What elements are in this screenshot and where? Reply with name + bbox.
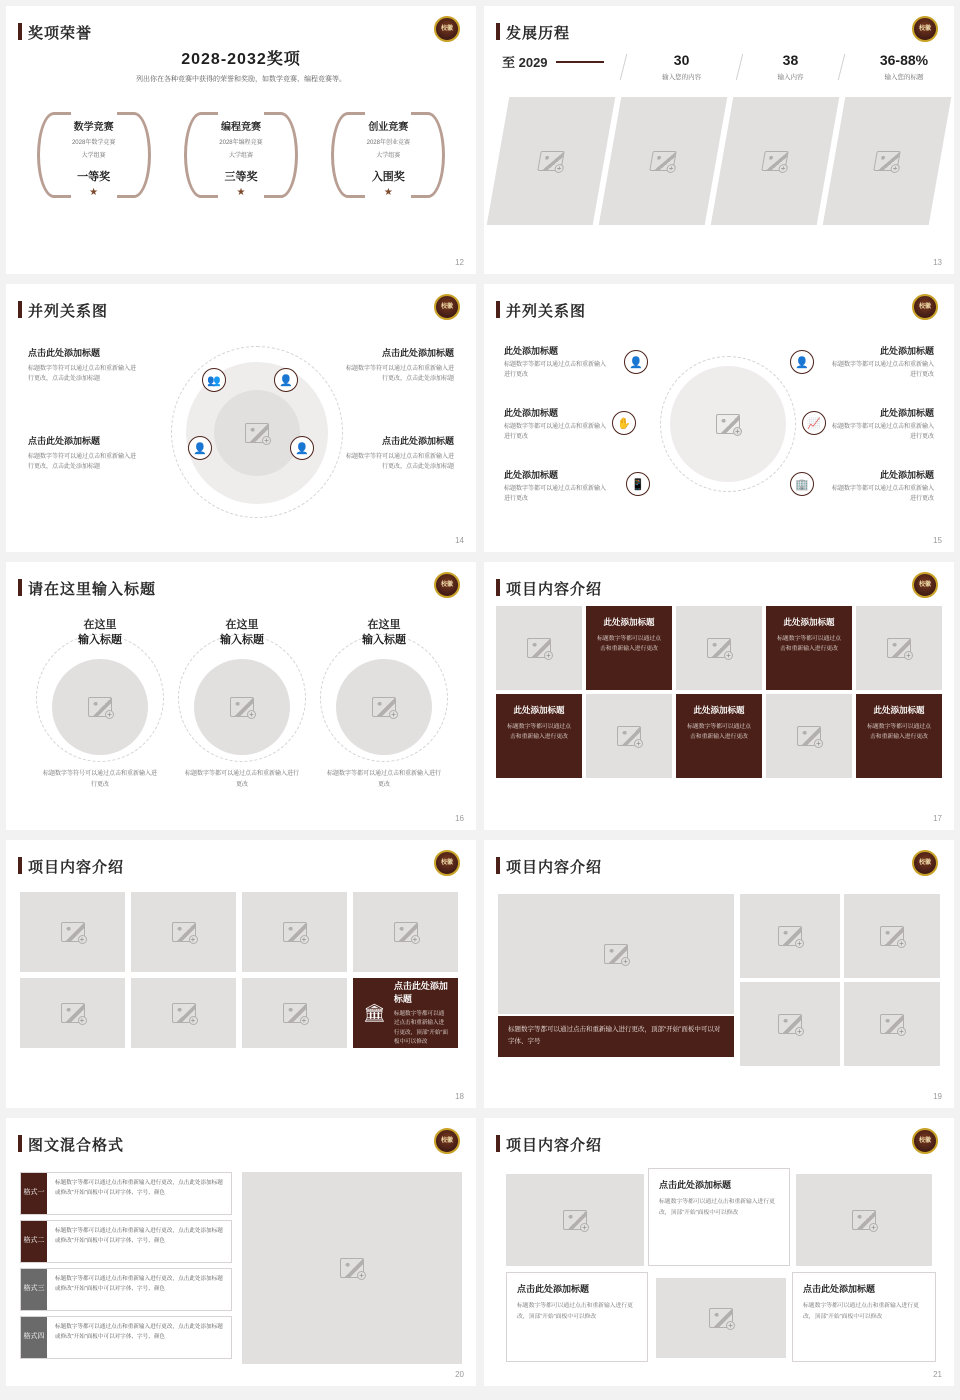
- row-text: 标题数字等都可以通过点击和重新输入进行更改，点击此处添加标题或修改“开始”面板中可以对字体、字号、颜色: [55, 1180, 223, 1196]
- school-badge-icon: [434, 16, 460, 42]
- slide-three-circles[interactable]: [6, 562, 476, 830]
- box-heading: 点击此处添加标题: [659, 1180, 732, 1190]
- image-placeholder[interactable]: [353, 892, 458, 972]
- image-placeholder[interactable]: [844, 894, 940, 978]
- image-placeholder[interactable]: [242, 1172, 462, 1364]
- mosaic-card[interactable]: [676, 694, 762, 778]
- badge-label: 校徽: [440, 1137, 453, 1144]
- stat-value: 38: [782, 52, 799, 68]
- mosaic-card[interactable]: [856, 694, 942, 778]
- title-accent-bar: [496, 301, 500, 318]
- box-heading: 点击此处添加标题: [517, 1284, 590, 1294]
- school-badge-icon: [912, 850, 938, 876]
- laurel-left-icon: [184, 112, 218, 198]
- column-caption: 标题数字等都可以通过点击和重新输入进行更改: [184, 770, 299, 788]
- award-item[interactable]: [329, 106, 447, 202]
- award-detail-1: 2028年数学竞赛: [71, 140, 116, 146]
- image-placeholder[interactable]: [656, 1278, 786, 1358]
- mosaic-card[interactable]: [586, 606, 672, 690]
- box-text: 标题数字等都可以通过点击和重新输入进行更改，顶部“开始”面板中可以修改: [659, 1199, 775, 1216]
- stat-divider: [736, 54, 743, 80]
- row-text: 标题数字等都可以通过点击和重新输入进行更改，点击此处添加标题或修改“开始”面板中可以对字体、字号、颜色: [55, 1228, 223, 1244]
- badge-label: 校徽: [918, 303, 931, 310]
- awards-subheading: 列出你在各种竞赛中获得的荣誉和奖励，如数学竞赛、编程竞赛等。: [136, 76, 346, 83]
- award-name: 创业竞赛: [368, 122, 409, 133]
- award-detail-1: 2028年编程竞赛: [219, 140, 263, 146]
- image-placeholder[interactable]: [586, 694, 672, 778]
- title-accent-bar: [496, 23, 500, 40]
- title-accent-bar: [18, 23, 22, 40]
- page-title: 项目内容介绍: [506, 1137, 603, 1154]
- row-tag: 格式一: [21, 1173, 47, 1214]
- add-image-icon[interactable]: [105, 710, 114, 719]
- box-text: 标题数字等都可以通过点击和重新输入进行更改，顶部“开始”面板中可以修改: [803, 1303, 919, 1320]
- add-image-icon[interactable]: [544, 651, 553, 660]
- school-badge-icon: [912, 294, 938, 320]
- add-image-icon[interactable]: [300, 1016, 309, 1025]
- award-name: 编程竞赛: [220, 122, 261, 133]
- list-item[interactable]: [20, 1268, 232, 1311]
- relation-label: 点击此处添加标题: [381, 436, 454, 446]
- page-number: 17: [933, 814, 942, 823]
- card-heading: 此处添加标题: [513, 705, 565, 715]
- laurel-left-icon: [331, 112, 365, 198]
- image-placeholder[interactable]: [599, 97, 728, 225]
- add-image-icon[interactable]: [890, 164, 901, 173]
- add-image-icon[interactable]: [795, 1027, 804, 1036]
- card-text: 标题数字等都可以通过点击和重新输入进行更改: [867, 724, 931, 741]
- page-number: 18: [455, 1092, 464, 1101]
- badge-label: 校徽: [440, 303, 453, 310]
- image-placeholder[interactable]: [496, 606, 582, 690]
- page-title: 发展历程: [506, 25, 571, 42]
- relation-label: 此处添加标题: [879, 470, 934, 480]
- building-icon[interactable]: 🏢: [790, 472, 814, 496]
- award-detail-2: 大学组赛: [228, 153, 253, 159]
- image-placeholder[interactable]: [676, 606, 762, 690]
- star-icon: ★: [89, 187, 99, 198]
- card-text: 标题数字等都可以通过点击和重新输入进行更改: [507, 724, 571, 741]
- relation-desc: 标题数字等都可以通过点击和重新输入进行更改: [832, 486, 935, 503]
- content-box[interactable]: [648, 1168, 790, 1266]
- add-image-icon[interactable]: [189, 1016, 198, 1025]
- relation-label: 点击此处添加标题: [28, 348, 101, 358]
- add-image-icon[interactable]: [814, 739, 823, 748]
- award-item[interactable]: [35, 106, 153, 202]
- image-placeholder[interactable]: [498, 894, 734, 1014]
- column-heading-line1: 在这里: [83, 619, 117, 631]
- school-badge-icon: [434, 294, 460, 320]
- relation-label: 此处添加标题: [504, 346, 559, 356]
- image-placeholder[interactable]: [506, 1174, 644, 1266]
- laurel-right-icon: [264, 112, 298, 198]
- page-title: 奖项荣誉: [28, 25, 93, 42]
- relation-label: 此处添加标题: [504, 408, 559, 418]
- title-accent-bar: [18, 1135, 22, 1152]
- relation-desc: 标题数字等符可以通过点击和重新输入进行更改，点击此处添加标题: [346, 366, 455, 383]
- column-item[interactable]: [314, 618, 454, 790]
- school-badge-icon: [434, 1128, 460, 1154]
- add-image-icon[interactable]: [666, 164, 677, 173]
- add-image-icon[interactable]: [357, 1271, 366, 1280]
- image-placeholder[interactable]: [336, 659, 432, 755]
- chart-icon[interactable]: 📈: [802, 411, 826, 435]
- slide-relation-six[interactable]: [484, 284, 954, 552]
- title-accent-bar: [18, 857, 22, 874]
- image-placeholder[interactable]: [487, 97, 616, 225]
- title-accent-bar: [18, 579, 22, 596]
- highlight-card[interactable]: [353, 978, 458, 1048]
- title-accent-bar: [496, 579, 500, 596]
- add-image-icon[interactable]: [262, 436, 271, 445]
- relation-desc: 标题数字等符可以通过点击和重新输入进行更改，点击此处添加标题: [28, 366, 137, 383]
- feature-caption: 标题数字等都可以通过点击和重新输入进行更改，顶部“开始”面板中可以对字体、字号: [498, 1016, 734, 1057]
- slide-mosaic[interactable]: [484, 562, 954, 830]
- image-strip: [498, 97, 940, 225]
- image-placeholder[interactable]: [131, 978, 236, 1048]
- add-image-icon[interactable]: [733, 427, 742, 436]
- stat-item[interactable]: [866, 52, 942, 81]
- gallery-grid: [20, 892, 458, 1048]
- title-accent-bar: [496, 857, 500, 874]
- badge-label: 校徽: [918, 581, 931, 588]
- column-heading-line2: 输入标题: [362, 634, 406, 647]
- image-placeholder[interactable]: [823, 97, 952, 225]
- column-heading-line2: 输入标题: [220, 634, 264, 647]
- add-image-icon[interactable]: [897, 1027, 906, 1036]
- relation-desc: 标题数字等都可以通过点击和重新输入进行更改: [832, 424, 935, 441]
- user-icon[interactable]: 👤: [274, 368, 298, 392]
- slide-boxed-content[interactable]: [484, 1118, 954, 1386]
- add-image-icon[interactable]: [247, 710, 256, 719]
- page-number: 13: [933, 258, 942, 267]
- relation-desc: 标题数字等符可以通过点击和重新输入进行更改，点击此处添加标题: [346, 454, 455, 471]
- awards-list: [6, 106, 476, 202]
- title-accent-bar: [18, 301, 22, 318]
- add-image-icon[interactable]: [389, 710, 398, 719]
- slide-timeline[interactable]: [484, 6, 954, 274]
- badge-label: 校徽: [440, 581, 453, 588]
- relation-desc: 标题数字等都可以通过点击和重新输入进行更改: [504, 424, 607, 441]
- device-icon[interactable]: 📱: [626, 472, 650, 496]
- relation-desc: 标题数字等都可以通过点击和重新输入进行更改: [832, 362, 935, 379]
- image-placeholder[interactable]: [20, 978, 125, 1048]
- image-placeholder[interactable]: [242, 892, 347, 972]
- timeline-header: [502, 52, 954, 81]
- row-tag: 格式四: [21, 1317, 47, 1358]
- page-number: 21: [933, 1370, 942, 1379]
- laurel-right-icon: [411, 112, 445, 198]
- stat-caption: 输入内容: [777, 74, 804, 81]
- timeline-year: 至 2029: [502, 55, 548, 70]
- row-tag: 格式三: [21, 1269, 47, 1310]
- page-number: 15: [933, 536, 942, 545]
- image-placeholder[interactable]: [194, 659, 290, 755]
- page-number: 12: [455, 258, 464, 267]
- add-image-icon[interactable]: [634, 739, 643, 748]
- award-name: 数学竞赛: [73, 122, 114, 133]
- box-heading: 点击此处添加标题: [803, 1284, 876, 1294]
- column-caption: 标题数字等符号可以通过点击和重新输入进行更改: [42, 770, 157, 788]
- mosaic-card[interactable]: [766, 606, 852, 690]
- stat-value: 30: [673, 52, 690, 68]
- relation-label: 点击此处添加标题: [28, 436, 101, 446]
- card-text: 标题数字等都可以通过点击和重新输入进行更改: [777, 636, 841, 653]
- card-heading: 此处添加标题: [693, 705, 745, 715]
- column-heading-line1: 在这里: [225, 619, 259, 631]
- image-placeholder[interactable]: [131, 892, 236, 972]
- award-rank: 入围奖: [371, 171, 405, 183]
- relation-label: 此处添加标题: [879, 346, 934, 356]
- card-heading: 点击此处添加标题: [393, 980, 448, 1004]
- stat-list: [612, 52, 954, 81]
- stat-divider: [838, 54, 845, 80]
- slide-text-image-mix[interactable]: [6, 1118, 476, 1386]
- add-image-icon[interactable]: [580, 1223, 589, 1232]
- page-title: 图文混合格式: [28, 1137, 125, 1154]
- stat-divider: [620, 54, 627, 80]
- customer-icon[interactable]: 👤: [290, 436, 314, 460]
- column-item[interactable]: [172, 618, 312, 790]
- slide-gallery-dark-card[interactable]: [6, 840, 476, 1108]
- group-icon[interactable]: 👥: [202, 368, 226, 392]
- image-placeholder[interactable]: [52, 659, 148, 755]
- page-title: 项目内容介绍: [506, 859, 603, 876]
- school-badge-icon: [434, 850, 460, 876]
- title-accent-bar: [496, 1135, 500, 1152]
- badge-label: 校徽: [440, 859, 453, 866]
- stat-item[interactable]: [763, 52, 817, 81]
- row-text: 标题数字等都可以通过点击和重新输入进行更改，点击此处添加标题或修改“开始”面板中可以对字体、字号、颜色: [55, 1324, 223, 1340]
- timeline-rule: [556, 61, 604, 63]
- add-image-icon[interactable]: [904, 651, 913, 660]
- image-placeholder[interactable]: [766, 694, 852, 778]
- card-heading: 此处添加标题: [783, 617, 835, 627]
- relation-desc: 标题数字等都可以通过点击和重新输入进行更改: [504, 486, 607, 503]
- slide-relation-radial[interactable]: [6, 284, 476, 552]
- column-heading-line2: 输入标题: [78, 634, 122, 647]
- card-heading: 此处添加标题: [873, 705, 925, 715]
- page-title: 并列关系图: [506, 303, 587, 320]
- hand-icon[interactable]: ✋: [612, 411, 636, 435]
- badge-label: 校徽: [918, 1137, 931, 1144]
- content-box[interactable]: [792, 1272, 936, 1362]
- add-image-icon[interactable]: [724, 651, 733, 660]
- page-number: 19: [933, 1092, 942, 1101]
- list-item[interactable]: [20, 1172, 232, 1215]
- list-item[interactable]: [20, 1220, 232, 1263]
- stat-value: 36-88%: [879, 52, 929, 68]
- add-image-icon[interactable]: [795, 939, 804, 948]
- award-item[interactable]: [182, 106, 300, 202]
- award-detail-1: 2028年创业竞赛: [366, 140, 410, 146]
- card-heading: 此处添加标题: [603, 617, 655, 627]
- image-placeholder[interactable]: [670, 366, 786, 482]
- person-icon[interactable]: 👤: [188, 436, 212, 460]
- image-placeholder[interactable]: [711, 97, 840, 225]
- badge-label: 校徽: [440, 25, 453, 32]
- relation-desc: 标题数字等符可以通过点击和重新输入进行更改，点击此处添加标题: [28, 454, 137, 471]
- star-icon: ★: [236, 187, 246, 198]
- relation-desc: 标题数字等都可以通过点击和重新输入进行更改: [504, 362, 607, 379]
- image-placeholder[interactable]: [856, 606, 942, 690]
- card-text: 标题数字等都可以通过点击和重新输入进行更改，顶部“开始”面板中可以修改: [393, 1010, 448, 1045]
- person-icon[interactable]: 👤: [624, 350, 648, 374]
- image-placeholder[interactable]: [740, 982, 840, 1066]
- add-image-icon[interactable]: [411, 935, 420, 944]
- slide-feature-gallery[interactable]: [484, 840, 954, 1108]
- page-title: 请在这里输入标题: [28, 581, 157, 598]
- row-text: 标题数字等都可以通过点击和重新输入进行更改，点击此处添加标题或修改“开始”面板中可以对字体、字号、颜色: [55, 1276, 223, 1292]
- add-image-icon[interactable]: [869, 1223, 878, 1232]
- school-badge-icon: [912, 572, 938, 598]
- award-detail-2: 大学组赛: [81, 153, 106, 159]
- laurel-left-icon: [37, 112, 71, 198]
- add-image-icon[interactable]: [621, 957, 630, 966]
- card-text: 标题数字等都可以通过点击和重新输入进行更改: [597, 636, 661, 653]
- mosaic-card[interactable]: [496, 694, 582, 778]
- add-image-icon[interactable]: [300, 935, 309, 944]
- page-number: 16: [455, 814, 464, 823]
- add-image-icon[interactable]: [726, 1321, 735, 1330]
- page-title: 项目内容介绍: [506, 581, 603, 598]
- award-rank: 一等奖: [77, 171, 111, 183]
- box-text: 标题数字等都可以通过点击和重新输入进行更改，顶部“开始”面板中可以修改: [517, 1303, 633, 1320]
- stat-caption: 输入您的内容: [662, 74, 702, 81]
- stat-item[interactable]: [648, 52, 715, 81]
- add-image-icon[interactable]: [897, 939, 906, 948]
- image-placeholder[interactable]: [740, 894, 840, 978]
- image-placeholder[interactable]: [796, 1174, 932, 1266]
- row-tag: 格式二: [21, 1221, 47, 1262]
- badge-label: 校徽: [918, 25, 931, 32]
- building-icon: 🏛: [363, 1002, 386, 1023]
- school-badge-icon: [912, 16, 938, 42]
- page-number: 14: [455, 536, 464, 545]
- relation-label: 点击此处添加标题: [381, 348, 454, 358]
- slide-awards[interactable]: [6, 6, 476, 274]
- award-rank: 三等奖: [224, 171, 258, 183]
- image-placeholder[interactable]: [242, 978, 347, 1048]
- add-image-icon[interactable]: [78, 1016, 87, 1025]
- laurel-right-icon: [117, 112, 151, 198]
- card-text: 标题数字等都可以通过点击和重新输入进行更改: [687, 724, 751, 741]
- image-placeholder[interactable]: [214, 390, 300, 476]
- image-placeholder[interactable]: [20, 892, 125, 972]
- column-item[interactable]: [30, 618, 170, 790]
- row-list: [20, 1172, 232, 1364]
- add-image-icon[interactable]: [554, 164, 565, 173]
- stat-caption: 输入您的标题: [884, 74, 924, 81]
- add-image-icon[interactable]: [189, 935, 198, 944]
- add-image-icon[interactable]: [778, 164, 789, 173]
- image-placeholder[interactable]: [844, 982, 940, 1066]
- add-image-icon[interactable]: [78, 935, 87, 944]
- page-number: 20: [455, 1370, 464, 1379]
- mosaic-grid: [496, 606, 942, 778]
- column-caption: 标题数字等都可以通过点击和重新输入进行更改: [326, 770, 441, 788]
- school-badge-icon: [912, 1128, 938, 1154]
- relation-label: 此处添加标题: [879, 408, 934, 418]
- badge-label: 校徽: [918, 859, 931, 866]
- award-detail-2: 大学组赛: [376, 153, 401, 159]
- page-title: 并列关系图: [28, 303, 109, 320]
- relation-label: 此处添加标题: [504, 470, 559, 480]
- awards-heading: 2028-2032奖项: [181, 51, 301, 68]
- content-box[interactable]: [506, 1272, 648, 1362]
- star-icon: ★: [383, 187, 393, 198]
- list-item[interactable]: [20, 1316, 232, 1359]
- page-title: 项目内容介绍: [28, 859, 125, 876]
- school-badge-icon: [434, 572, 460, 598]
- person-icon[interactable]: 👤: [790, 350, 814, 374]
- column-heading-line1: 在这里: [367, 619, 401, 631]
